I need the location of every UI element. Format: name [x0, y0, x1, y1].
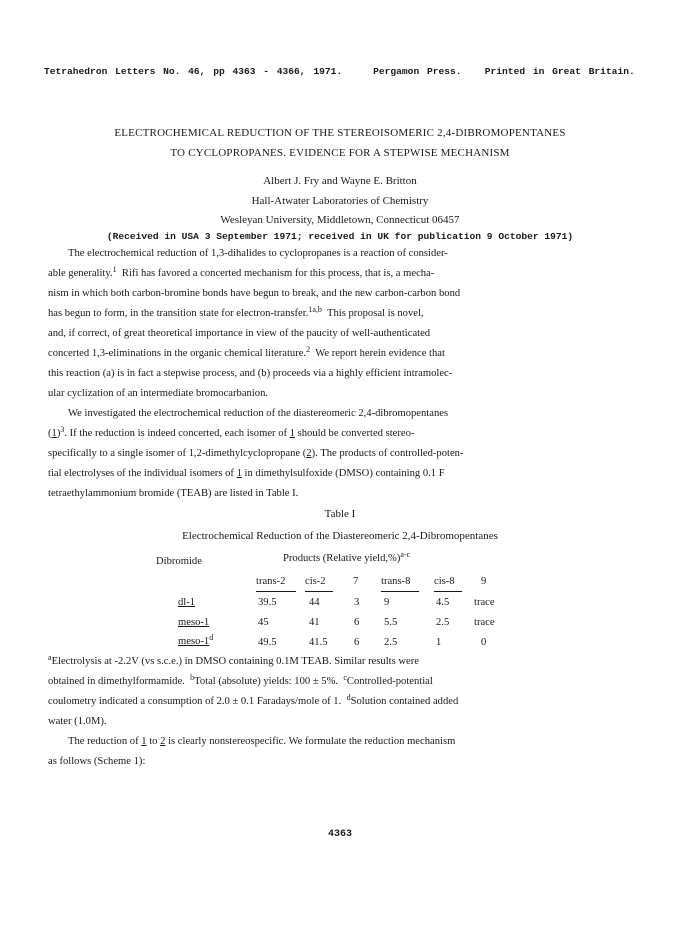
col-cis-2: cis-2: [305, 576, 326, 587]
para1-line-6: concerted 1,3-eliminations in the organic chemical literature.$^2$ We report herein evidence that: [48, 345, 445, 359]
row3-dibromide: meso-1$^d$: [178, 633, 214, 647]
underline-trans-2: [256, 591, 296, 592]
row1-dibromide: dl-1: [178, 597, 196, 608]
row2-dibromide: meso-1: [178, 617, 210, 628]
row3-trans-8: 2.5: [384, 637, 398, 648]
journal-header: [44, 66, 635, 77]
row1-cis-8: 4.5: [436, 597, 450, 608]
publisher: Pergamon Press.: [373, 66, 462, 77]
row1-9: trace: [474, 597, 495, 608]
ref-1: 1: [112, 265, 117, 274]
para1-line-5: and, if correct, of great theoretical importance in view of the paucity of well-authenticated: [48, 328, 431, 339]
row3-cis-2: 41.5: [309, 637, 328, 648]
row1-trans-2: 39.5: [258, 597, 277, 608]
footnote-a: $^a$Electrolysis at -2.2V (vs s.c.e.) in DMSO containing 0.1M TEAB. Similar results were: [48, 653, 419, 667]
col-trans-2: trans-2: [256, 576, 286, 587]
authors: Albert J. Fry and Wayne E. Britton: [263, 175, 417, 187]
ref-2: 2: [306, 345, 311, 354]
footnote-c-line: coulometry indicated a consumption of 2.0 ± 0.1 Faradays/mole of 1. $^d$Solution contained added: [48, 693, 459, 707]
row3-trans-2: 49.5: [258, 637, 277, 648]
row2-trans-8: 5.5: [384, 617, 398, 628]
affiliation-line-2: Wesleyan University, Middletown, Connecticut 06457: [220, 214, 460, 226]
received-dates: (Received in USA 3 September 1971; received in UK for publication 9 October 1971): [106, 231, 574, 242]
footnote-d-line: water (1.0M).: [48, 716, 107, 727]
col-cis-8: cis-8: [434, 576, 455, 587]
para2-line-1: We investigated the electrochemical reduction of the diastereomeric 2,4-dibromopentanes: [68, 408, 449, 419]
row2-cis-2: 41: [309, 617, 320, 628]
table-label: Table I: [324, 508, 356, 520]
row1-trans-8: 9: [384, 597, 390, 608]
printed-in: Printed in Great Britain.: [484, 66, 635, 77]
article-title-line-2: TO CYCLOPROPANES. EVIDENCE FOR A STEPWISE MECHANISM: [170, 147, 510, 159]
para1-line-4: has begun to form, in the transition state for electron-transfer.$^{1a,b}$ This proposal is novel,: [48, 305, 424, 319]
affiliation-line-1: Hall-Atwater Laboratories of Chemistry: [251, 195, 429, 207]
para1-line-3: nism in which both carbon-bromine bonds have begun to break, and the new carbon-carbon bond: [48, 288, 461, 299]
underline-trans-8: [381, 591, 419, 592]
col-trans-8: trans-8: [381, 576, 411, 587]
table-header-products: Products (Relative yield,%)$^{a-c}$: [283, 550, 411, 564]
article-title-line-1: ELECTROCHEMICAL REDUCTION OF THE STEREOISOMERIC 2,4-DIBROMOPENTANES: [114, 127, 566, 139]
row2-cis-8: 2.5: [436, 617, 450, 628]
footnote-b-line: obtained in dimethylformamide. $^b$Total (absolute) yields: 100 ± 5%. $^c$Controlled-potential: [48, 673, 433, 687]
para1-line-2: able generality.$^1$ Rifi has favored a concerted mechanism for this process, that is, a mecha-: [48, 265, 435, 279]
para1-line-1: The electrochemical reduction of 1,3-dihalides to cyclopropanes is a reaction of consider-: [68, 248, 448, 259]
para3-line-1: The reduction of 1 to 2 is clearly nonstereospecific. We formulate the reduction mechanism: [68, 736, 456, 747]
para1-line-8: ular cyclization of an intermediate bromocarbanion.: [48, 388, 269, 399]
row1-cis-2: 44: [309, 597, 320, 608]
para3-line-2: as follows (Scheme 1):: [48, 756, 146, 767]
ref-1ab: 1a,b: [308, 305, 322, 314]
underline-cis-8: [434, 591, 462, 592]
row2-trans-2: 45: [258, 617, 269, 628]
row2-7: 6: [354, 617, 360, 628]
para2-line-5: tetraethylammonium bromide (TEAB) are listed in Table I.: [48, 488, 299, 499]
para2-line-3: specifically to a single isomer of 1,2-dimethylcyclopropane (2). The products of controlled-poten-: [48, 448, 464, 459]
para2-line-4: tial electrolyses of the individual isomers of 1 in dimethylsulfoxide (DMSO) containing 0.1 F: [48, 468, 445, 479]
col-7: 7: [353, 576, 359, 587]
row3-cis-8: 1: [436, 637, 442, 648]
para1-line-7: this reaction (a) is in fact a stepwise process, and (b) proceeds via a highly efficient intramolec-: [48, 368, 453, 379]
page-number: 4363: [327, 829, 352, 840]
table-header-dibromide: Dibromide: [156, 556, 202, 567]
journal-citation: Tetrahedron Letters No. 46, pp 4363 - 4366, 1971.: [44, 66, 343, 77]
para2-line-2: $(1)^3$. If the reduction is indeed concerted, each isomer of 1 should be converted stereo-: [48, 425, 415, 439]
col-9: 9: [481, 576, 487, 587]
row2-9: trace: [474, 617, 495, 628]
row3-7: 6: [354, 637, 360, 648]
row3-9: 0: [481, 637, 487, 648]
row1-7: 3: [354, 597, 360, 608]
table-caption: Electrochemical Reduction of the Diastereomeric 2,4-Dibromopentanes: [182, 530, 498, 542]
underline-cis-2: [305, 591, 333, 592]
